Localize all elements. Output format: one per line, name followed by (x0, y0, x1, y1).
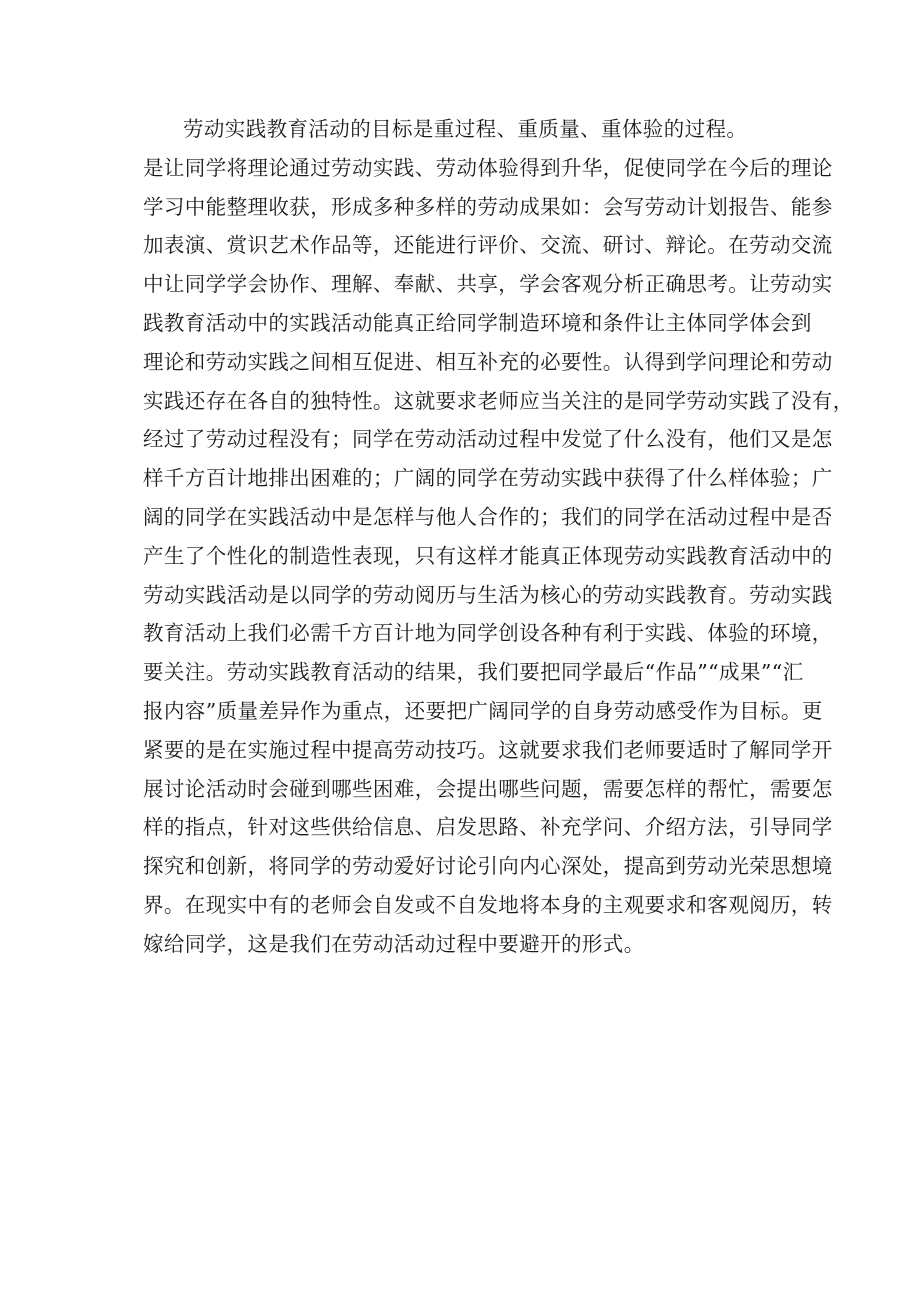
text-line: 劳动实践教育活动的目标是重过程、重质量、重体验的过程。 (183, 117, 748, 141)
text-line: 嫁给同学，这是我们在劳动活动过程中要避开的形式。 (143, 931, 645, 956)
text-line: 紧要的是在实施过程中提高劳动技巧。这就要求我们老师要适时了解同学开 (143, 737, 833, 762)
text-line: 教育活动上我们必需千方百计地为同学创设各种有利于实践、体验的环境， (143, 621, 833, 646)
text-line: 探究和创新，将同学的劳动爱好讨论引向内心深处，提高到劳动光荣思想境 (143, 854, 833, 879)
text-line: 样的指点，针对这些供给信息、启发思路、补充学问、介绍方法，引导同学 (143, 815, 833, 840)
text-line: 是让同学将理论通过劳动实践、劳动体验得到升华，促使同学在今后的理论 (143, 155, 833, 180)
text-line: 界。在现实中有的老师会自发或不自发地将本身的主观要求和客观阅历，转 (143, 892, 833, 917)
text-line: 中让同学学会协作、理解、奉献、共享，学会客观分析正确思考。让劳动实 (143, 272, 833, 297)
text-line: 要关注。劳动实践教育活动的结果，我们要把同学最后“作品”“成果”“汇 (143, 660, 804, 685)
text-line: 劳动实践活动是以同学的劳动阅历与生活为核心的劳动实践教育。劳动实践 (143, 582, 833, 607)
text-line: 实践还存在各自的独特性。这就要求老师应当关注的是同学劳动实践了没有， (143, 388, 854, 413)
text-line: 阔的同学在实践活动中是怎样与他人合作的；我们的同学在活动过程中是否 (143, 504, 833, 529)
text-line: 理论和劳动实践之间相互促进、相互补充的必要性。认得到学问理论和劳动 (143, 349, 833, 374)
text-line: 报内容”质量差异作为重点，还要把广阔同学的自身劳动感受作为目标。更 (143, 698, 823, 723)
document-body (143, 110, 854, 964)
text-line: 加表演、赏识艺术作品等，还能进行评价、交流、研讨、辩论。在劳动交流 (143, 233, 833, 258)
text-line: 样千方百计地排出困难的；广阔的同学在劳动实践中获得了什么样体验；广 (143, 466, 833, 491)
text-line: 产生了个性化的制造性表现，只有这样才能真正体现劳动实践教育活动中的 (143, 543, 833, 568)
text-line: 展讨论活动时会碰到哪些困难，会提出哪些问题，需要怎样的帮忙，需要怎 (143, 776, 833, 801)
text-line: 践教育活动中的实践活动能真正给同学制造环境和条件让主体同学体会到 (143, 310, 812, 335)
text-line: 经过了劳动过程没有；同学在劳动活动过程中发觉了什么没有，他们又是怎 (143, 427, 833, 452)
text-line: 学习中能整理收获，形成多种多样的劳动成果如：会写劳动计划报告、能参 (143, 194, 833, 219)
